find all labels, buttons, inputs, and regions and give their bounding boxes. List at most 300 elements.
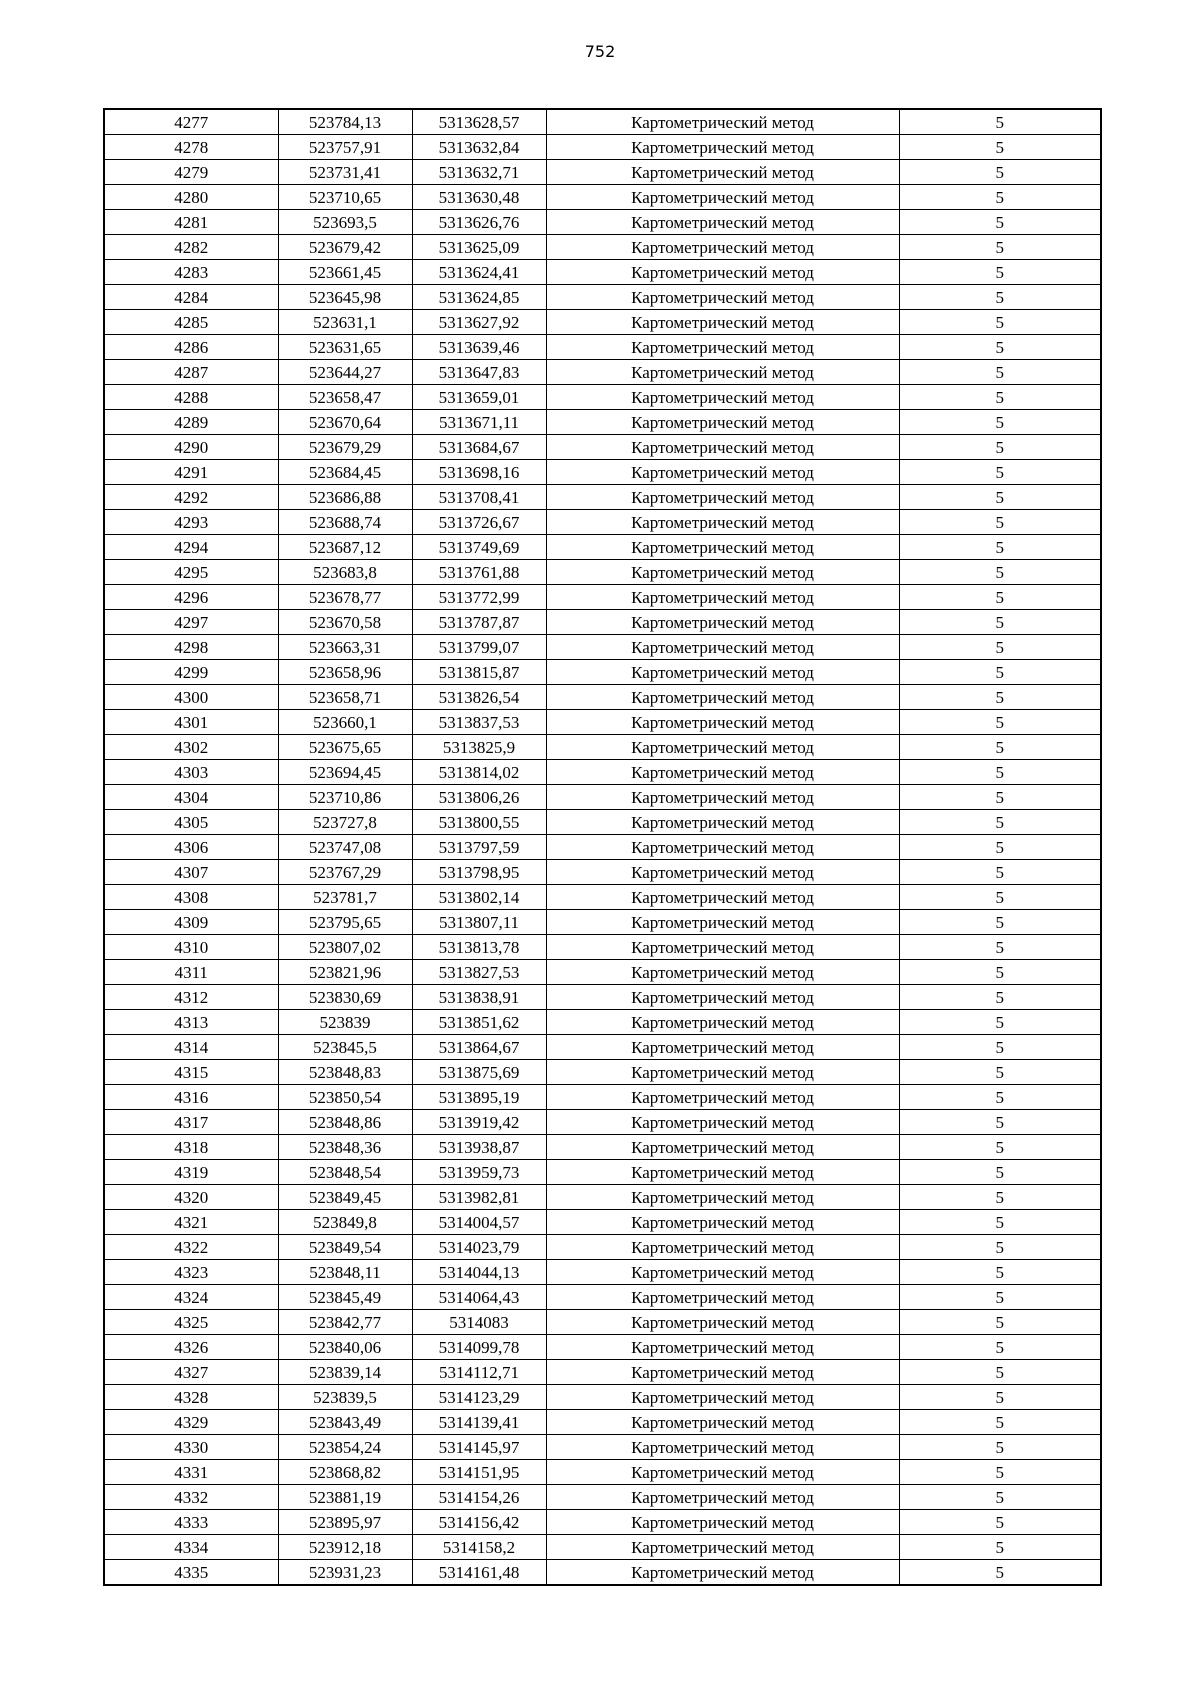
x-coordinate-cell: 523693,5: [278, 210, 412, 235]
accuracy-cell: 5: [899, 1235, 1101, 1260]
method-cell: Картометрический метод: [546, 1285, 899, 1310]
method-cell: Картометрический метод: [546, 735, 899, 760]
method-cell: Картометрический метод: [546, 1435, 899, 1460]
table-row: [104, 109, 1101, 135]
accuracy-cell: 5: [899, 935, 1101, 960]
accuracy-cell: 5: [899, 160, 1101, 185]
x-coordinate-cell: 523660,1: [278, 710, 412, 735]
y-coordinate-cell: 5313895,19: [412, 1085, 546, 1110]
point-number-cell: 4322: [104, 1235, 278, 1260]
method-cell: Картометрический метод: [546, 960, 899, 985]
point-number-cell: 4334: [104, 1535, 278, 1560]
x-coordinate-cell: 523895,97: [278, 1510, 412, 1535]
point-number-cell: 4327: [104, 1360, 278, 1385]
x-coordinate-cell: 523679,42: [278, 235, 412, 260]
method-cell: Картометрический метод: [546, 1110, 899, 1135]
method-cell: Картометрический метод: [546, 310, 899, 335]
point-number-cell: 4294: [104, 535, 278, 560]
point-number-cell: 4278: [104, 135, 278, 160]
method-cell: Картометрический метод: [546, 1060, 899, 1085]
point-number-cell: 4281: [104, 210, 278, 235]
x-coordinate-cell: 523821,96: [278, 960, 412, 985]
method-cell: Картометрический метод: [546, 685, 899, 710]
y-coordinate-cell: 5313659,01: [412, 385, 546, 410]
x-coordinate-cell: 523845,5: [278, 1035, 412, 1060]
accuracy-cell: 5: [899, 660, 1101, 685]
x-coordinate-cell: 523848,83: [278, 1060, 412, 1085]
y-coordinate-cell: 5313851,62: [412, 1010, 546, 1035]
point-number-cell: 4323: [104, 1260, 278, 1285]
table-row: [104, 1285, 1101, 1310]
y-coordinate-cell: 5313772,99: [412, 585, 546, 610]
accuracy-cell: 5: [899, 910, 1101, 935]
table-row: [104, 535, 1101, 560]
accuracy-cell: 5: [899, 109, 1101, 135]
y-coordinate-cell: 5313959,73: [412, 1160, 546, 1185]
x-coordinate-cell: 523670,64: [278, 410, 412, 435]
method-cell: Картометрический метод: [546, 260, 899, 285]
coordinates-table: [103, 108, 1102, 1586]
point-number-cell: 4333: [104, 1510, 278, 1535]
x-coordinate-cell: 523881,19: [278, 1485, 412, 1510]
y-coordinate-cell: 5313708,41: [412, 485, 546, 510]
y-coordinate-cell: 5314064,43: [412, 1285, 546, 1310]
method-cell: Картометрический метод: [546, 109, 899, 135]
point-number-cell: 4308: [104, 885, 278, 910]
method-cell: Картометрический метод: [546, 510, 899, 535]
y-coordinate-cell: 5313684,67: [412, 435, 546, 460]
accuracy-cell: 5: [899, 535, 1101, 560]
accuracy-cell: 5: [899, 685, 1101, 710]
y-coordinate-cell: 5314139,41: [412, 1410, 546, 1435]
table-row: [104, 960, 1101, 985]
method-cell: Картометрический метод: [546, 535, 899, 560]
y-coordinate-cell: 5313982,81: [412, 1185, 546, 1210]
y-coordinate-cell: 5314123,29: [412, 1385, 546, 1410]
point-number-cell: 4292: [104, 485, 278, 510]
accuracy-cell: 5: [899, 1110, 1101, 1135]
table-row: [104, 310, 1101, 335]
accuracy-cell: 5: [899, 585, 1101, 610]
point-number-cell: 4302: [104, 735, 278, 760]
y-coordinate-cell: 5314083: [412, 1310, 546, 1335]
table-row: [104, 935, 1101, 960]
x-coordinate-cell: 523661,45: [278, 260, 412, 285]
x-coordinate-cell: 523784,13: [278, 109, 412, 135]
x-coordinate-cell: 523848,54: [278, 1160, 412, 1185]
table-row: [104, 285, 1101, 310]
point-number-cell: 4321: [104, 1210, 278, 1235]
accuracy-cell: 5: [899, 1560, 1101, 1586]
point-number-cell: 4304: [104, 785, 278, 810]
table-row: [104, 460, 1101, 485]
method-cell: Картометрический метод: [546, 610, 899, 635]
method-cell: Картометрический метод: [546, 285, 899, 310]
method-cell: Картометрический метод: [546, 160, 899, 185]
accuracy-cell: 5: [899, 485, 1101, 510]
method-cell: Картометрический метод: [546, 760, 899, 785]
point-number-cell: 4301: [104, 710, 278, 735]
x-coordinate-cell: 523644,27: [278, 360, 412, 385]
method-cell: Картометрический метод: [546, 1535, 899, 1560]
y-coordinate-cell: 5313698,16: [412, 460, 546, 485]
x-coordinate-cell: 523839: [278, 1010, 412, 1035]
method-cell: Картометрический метод: [546, 985, 899, 1010]
accuracy-cell: 5: [899, 1485, 1101, 1510]
x-coordinate-cell: 523849,45: [278, 1185, 412, 1210]
point-number-cell: 4300: [104, 685, 278, 710]
method-cell: Картометрический метод: [546, 860, 899, 885]
x-coordinate-cell: 523767,29: [278, 860, 412, 885]
table-row: [104, 760, 1101, 785]
table-row: [104, 585, 1101, 610]
y-coordinate-cell: 5314112,71: [412, 1360, 546, 1385]
x-coordinate-cell: 523694,45: [278, 760, 412, 785]
y-coordinate-cell: 5313807,11: [412, 910, 546, 935]
accuracy-cell: 5: [899, 635, 1101, 660]
x-coordinate-cell: 523658,96: [278, 660, 412, 685]
table-row: [104, 1135, 1101, 1160]
accuracy-cell: 5: [899, 510, 1101, 535]
accuracy-cell: 5: [899, 310, 1101, 335]
x-coordinate-cell: 523848,36: [278, 1135, 412, 1160]
accuracy-cell: 5: [899, 1060, 1101, 1085]
table-row: [104, 410, 1101, 435]
y-coordinate-cell: 5314154,26: [412, 1485, 546, 1510]
table-row: [104, 1235, 1101, 1260]
y-coordinate-cell: 5313624,85: [412, 285, 546, 310]
y-coordinate-cell: 5313726,67: [412, 510, 546, 535]
table-row: [104, 160, 1101, 185]
method-cell: Картометрический метод: [546, 635, 899, 660]
method-cell: Картометрический метод: [546, 360, 899, 385]
table-row: [104, 135, 1101, 160]
y-coordinate-cell: 5313919,42: [412, 1110, 546, 1135]
y-coordinate-cell: 5314156,42: [412, 1510, 546, 1535]
point-number-cell: 4313: [104, 1010, 278, 1035]
table-row: [104, 1460, 1101, 1485]
method-cell: Картометрический метод: [546, 185, 899, 210]
y-coordinate-cell: 5313749,69: [412, 535, 546, 560]
method-cell: Картометрический метод: [546, 935, 899, 960]
x-coordinate-cell: 523848,86: [278, 1110, 412, 1135]
accuracy-cell: 5: [899, 710, 1101, 735]
y-coordinate-cell: 5313625,09: [412, 235, 546, 260]
accuracy-cell: 5: [899, 1335, 1101, 1360]
point-number-cell: 4325: [104, 1310, 278, 1335]
x-coordinate-cell: 523795,65: [278, 910, 412, 935]
y-coordinate-cell: 5313632,84: [412, 135, 546, 160]
table-row: [104, 835, 1101, 860]
method-cell: Картометрический метод: [546, 835, 899, 860]
point-number-cell: 4332: [104, 1485, 278, 1510]
accuracy-cell: 5: [899, 1185, 1101, 1210]
accuracy-cell: 5: [899, 960, 1101, 985]
y-coordinate-cell: 5313626,76: [412, 210, 546, 235]
method-cell: Картометрический метод: [546, 1510, 899, 1535]
page-number: 752: [584, 42, 616, 61]
x-coordinate-cell: 523854,24: [278, 1435, 412, 1460]
x-coordinate-cell: 523731,41: [278, 160, 412, 185]
point-number-cell: 4305: [104, 810, 278, 835]
table-row: [104, 1210, 1101, 1235]
table-row: [104, 985, 1101, 1010]
point-number-cell: 4293: [104, 510, 278, 535]
table-row: [104, 1260, 1101, 1285]
point-number-cell: 4307: [104, 860, 278, 885]
y-coordinate-cell: 5313875,69: [412, 1060, 546, 1085]
table-row: [104, 360, 1101, 385]
point-number-cell: 4311: [104, 960, 278, 985]
y-coordinate-cell: 5313639,46: [412, 335, 546, 360]
table-row: [104, 560, 1101, 585]
y-coordinate-cell: 5313814,02: [412, 760, 546, 785]
accuracy-cell: 5: [899, 285, 1101, 310]
accuracy-cell: 5: [899, 785, 1101, 810]
x-coordinate-cell: 523849,54: [278, 1235, 412, 1260]
table-row: [104, 1510, 1101, 1535]
y-coordinate-cell: 5313826,54: [412, 685, 546, 710]
point-number-cell: 4318: [104, 1135, 278, 1160]
y-coordinate-cell: 5313837,53: [412, 710, 546, 735]
x-coordinate-cell: 523663,31: [278, 635, 412, 660]
accuracy-cell: 5: [899, 1360, 1101, 1385]
y-coordinate-cell: 5314158,2: [412, 1535, 546, 1560]
method-cell: Картометрический метод: [546, 410, 899, 435]
method-cell: Картометрический метод: [546, 1160, 899, 1185]
table-row: [104, 510, 1101, 535]
coordinates-table-body: [104, 109, 1101, 1585]
point-number-cell: 4306: [104, 835, 278, 860]
method-cell: Картометрический метод: [546, 1035, 899, 1060]
table-row: [104, 1110, 1101, 1135]
point-number-cell: 4326: [104, 1335, 278, 1360]
y-coordinate-cell: 5313761,88: [412, 560, 546, 585]
accuracy-cell: 5: [899, 1535, 1101, 1560]
point-number-cell: 4298: [104, 635, 278, 660]
accuracy-cell: 5: [899, 235, 1101, 260]
table-row: [104, 485, 1101, 510]
table-row: [104, 210, 1101, 235]
method-cell: Картометрический метод: [546, 210, 899, 235]
x-coordinate-cell: 523912,18: [278, 1535, 412, 1560]
point-number-cell: 4335: [104, 1560, 278, 1586]
y-coordinate-cell: 5313825,9: [412, 735, 546, 760]
table-row: [104, 1385, 1101, 1410]
method-cell: Картометрический метод: [546, 1385, 899, 1410]
method-cell: Картометрический метод: [546, 135, 899, 160]
y-coordinate-cell: 5314023,79: [412, 1235, 546, 1260]
point-number-cell: 4314: [104, 1035, 278, 1060]
point-number-cell: 4312: [104, 985, 278, 1010]
method-cell: Картометрический метод: [546, 1010, 899, 1035]
x-coordinate-cell: 523757,91: [278, 135, 412, 160]
point-number-cell: 4279: [104, 160, 278, 185]
accuracy-cell: 5: [899, 185, 1101, 210]
x-coordinate-cell: 523658,47: [278, 385, 412, 410]
table-row: [104, 685, 1101, 710]
y-coordinate-cell: 5313864,67: [412, 1035, 546, 1060]
point-number-cell: 4329: [104, 1410, 278, 1435]
table-row: [104, 735, 1101, 760]
y-coordinate-cell: 5313624,41: [412, 260, 546, 285]
table-row: [104, 1410, 1101, 1435]
accuracy-cell: 5: [899, 260, 1101, 285]
x-coordinate-cell: 523688,74: [278, 510, 412, 535]
point-number-cell: 4289: [104, 410, 278, 435]
table-row: [104, 1010, 1101, 1035]
table-row: [104, 260, 1101, 285]
table-row: [104, 910, 1101, 935]
accuracy-cell: 5: [899, 1385, 1101, 1410]
table-row: [104, 1435, 1101, 1460]
point-number-cell: 4282: [104, 235, 278, 260]
method-cell: Картометрический метод: [546, 710, 899, 735]
method-cell: Картометрический метод: [546, 785, 899, 810]
method-cell: Картометрический метод: [546, 1210, 899, 1235]
point-number-cell: 4297: [104, 610, 278, 635]
point-number-cell: 4296: [104, 585, 278, 610]
point-number-cell: 4330: [104, 1435, 278, 1460]
table-row: [104, 785, 1101, 810]
method-cell: Картометрический метод: [546, 235, 899, 260]
accuracy-cell: 5: [899, 985, 1101, 1010]
x-coordinate-cell: 523931,23: [278, 1560, 412, 1586]
point-number-cell: 4284: [104, 285, 278, 310]
method-cell: Картометрический метод: [546, 385, 899, 410]
table-row: [104, 1335, 1101, 1360]
x-coordinate-cell: 523830,69: [278, 985, 412, 1010]
point-number-cell: 4286: [104, 335, 278, 360]
table-row: [104, 1560, 1101, 1586]
x-coordinate-cell: 523781,7: [278, 885, 412, 910]
x-coordinate-cell: 523658,71: [278, 685, 412, 710]
point-number-cell: 4290: [104, 435, 278, 460]
point-number-cell: 4277: [104, 109, 278, 135]
point-number-cell: 4283: [104, 260, 278, 285]
method-cell: Картометрический метод: [546, 1135, 899, 1160]
accuracy-cell: 5: [899, 860, 1101, 885]
method-cell: Картометрический метод: [546, 1410, 899, 1435]
x-coordinate-cell: 523670,58: [278, 610, 412, 635]
accuracy-cell: 5: [899, 360, 1101, 385]
accuracy-cell: 5: [899, 560, 1101, 585]
x-coordinate-cell: 523645,98: [278, 285, 412, 310]
table-row: [104, 385, 1101, 410]
y-coordinate-cell: 5314151,95: [412, 1460, 546, 1485]
x-coordinate-cell: 523843,49: [278, 1410, 412, 1435]
accuracy-cell: 5: [899, 135, 1101, 160]
table-row: [104, 635, 1101, 660]
y-coordinate-cell: 5313628,57: [412, 109, 546, 135]
y-coordinate-cell: 5313806,26: [412, 785, 546, 810]
table-row: [104, 1035, 1101, 1060]
table-row: [104, 860, 1101, 885]
point-number-cell: 4291: [104, 460, 278, 485]
point-number-cell: 4288: [104, 385, 278, 410]
x-coordinate-cell: 523848,11: [278, 1260, 412, 1285]
y-coordinate-cell: 5313630,48: [412, 185, 546, 210]
table-row: [104, 660, 1101, 685]
y-coordinate-cell: 5314044,13: [412, 1260, 546, 1285]
table-row: [104, 885, 1101, 910]
point-number-cell: 4320: [104, 1185, 278, 1210]
accuracy-cell: 5: [899, 810, 1101, 835]
accuracy-cell: 5: [899, 1010, 1101, 1035]
point-number-cell: 4331: [104, 1460, 278, 1485]
y-coordinate-cell: 5313938,87: [412, 1135, 546, 1160]
method-cell: Картометрический метод: [546, 1185, 899, 1210]
point-number-cell: 4280: [104, 185, 278, 210]
x-coordinate-cell: 523675,65: [278, 735, 412, 760]
table-row: [104, 810, 1101, 835]
point-number-cell: 4295: [104, 560, 278, 585]
point-number-cell: 4315: [104, 1060, 278, 1085]
y-coordinate-cell: 5314004,57: [412, 1210, 546, 1235]
x-coordinate-cell: 523839,5: [278, 1385, 412, 1410]
x-coordinate-cell: 523849,8: [278, 1210, 412, 1235]
accuracy-cell: 5: [899, 410, 1101, 435]
x-coordinate-cell: 523678,77: [278, 585, 412, 610]
method-cell: Картометрический метод: [546, 1360, 899, 1385]
accuracy-cell: 5: [899, 1435, 1101, 1460]
accuracy-cell: 5: [899, 1160, 1101, 1185]
method-cell: Картометрический метод: [546, 1485, 899, 1510]
x-coordinate-cell: 523631,65: [278, 335, 412, 360]
y-coordinate-cell: 5313647,83: [412, 360, 546, 385]
accuracy-cell: 5: [899, 1510, 1101, 1535]
x-coordinate-cell: 523747,08: [278, 835, 412, 860]
table-row: [104, 1310, 1101, 1335]
accuracy-cell: 5: [899, 885, 1101, 910]
accuracy-cell: 5: [899, 610, 1101, 635]
table-row: [104, 185, 1101, 210]
x-coordinate-cell: 523631,1: [278, 310, 412, 335]
x-coordinate-cell: 523850,54: [278, 1085, 412, 1110]
accuracy-cell: 5: [899, 1460, 1101, 1485]
accuracy-cell: 5: [899, 1410, 1101, 1435]
accuracy-cell: 5: [899, 435, 1101, 460]
x-coordinate-cell: 523686,88: [278, 485, 412, 510]
y-coordinate-cell: 5314145,97: [412, 1435, 546, 1460]
accuracy-cell: 5: [899, 1085, 1101, 1110]
table-row: [104, 1060, 1101, 1085]
x-coordinate-cell: 523842,77: [278, 1310, 412, 1335]
x-coordinate-cell: 523679,29: [278, 435, 412, 460]
x-coordinate-cell: 523868,82: [278, 1460, 412, 1485]
table-row: [104, 1185, 1101, 1210]
accuracy-cell: 5: [899, 760, 1101, 785]
accuracy-cell: 5: [899, 335, 1101, 360]
point-number-cell: 4303: [104, 760, 278, 785]
method-cell: Картометрический метод: [546, 1235, 899, 1260]
x-coordinate-cell: 523683,8: [278, 560, 412, 585]
point-number-cell: 4285: [104, 310, 278, 335]
point-number-cell: 4319: [104, 1160, 278, 1185]
table-row: [104, 1160, 1101, 1185]
table-row: [104, 435, 1101, 460]
method-cell: Картометрический метод: [546, 1260, 899, 1285]
x-coordinate-cell: 523807,02: [278, 935, 412, 960]
y-coordinate-cell: 5313787,87: [412, 610, 546, 635]
point-number-cell: 4299: [104, 660, 278, 685]
point-number-cell: 4287: [104, 360, 278, 385]
y-coordinate-cell: 5313813,78: [412, 935, 546, 960]
y-coordinate-cell: 5313798,95: [412, 860, 546, 885]
y-coordinate-cell: 5313799,07: [412, 635, 546, 660]
accuracy-cell: 5: [899, 1035, 1101, 1060]
table-row: [104, 1085, 1101, 1110]
